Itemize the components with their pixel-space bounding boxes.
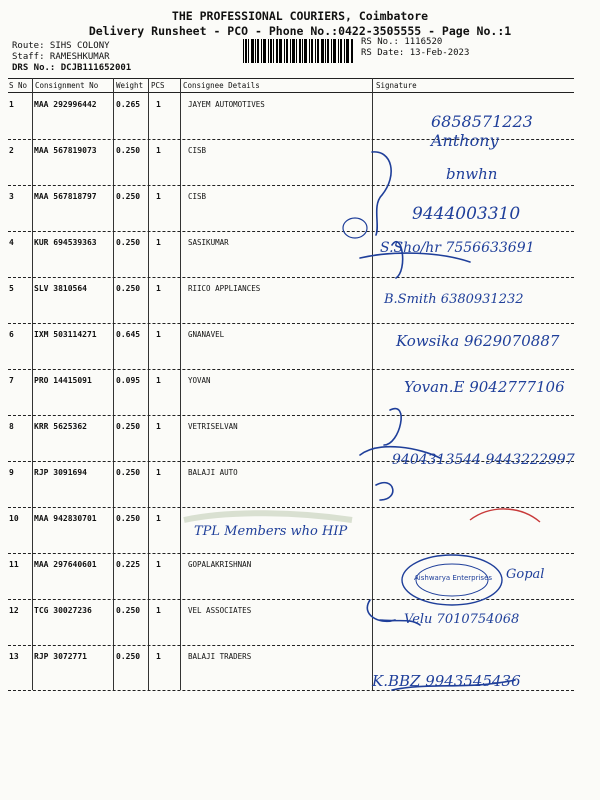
signature-7: Yovan.E 9042777106	[404, 378, 565, 396]
row-sno: 3	[9, 192, 14, 201]
row-sno: 2	[9, 146, 14, 155]
row-weight: 0.095	[116, 376, 141, 385]
row-sno: 11	[9, 560, 19, 569]
signature-1: 6858571223 Anthony	[431, 112, 533, 150]
col-header-pcs: PCS	[151, 81, 165, 90]
row-sno: 1	[9, 100, 14, 109]
document-title: THE PROFESSIONAL COURIERS, Coimbatore	[171, 9, 429, 23]
row-consignee: CISB	[188, 192, 207, 201]
signature-13: K.BBZ 9943545436	[372, 672, 521, 690]
col-header-signature: Signature	[376, 81, 417, 90]
row-pcs: 1	[156, 146, 161, 155]
row-divider	[8, 231, 574, 232]
row-weight: 0.250	[116, 284, 141, 293]
row-weight: 0.250	[116, 514, 141, 523]
row-pcs: 1	[156, 468, 161, 477]
row-consignee: BALAJI TRADERS	[188, 652, 252, 661]
row-divider	[8, 415, 574, 416]
row-sno: 13	[9, 652, 19, 661]
row-weight: 0.250	[116, 422, 141, 431]
document-subtitle: Delivery Runsheet - PCO - Phone No.:0422-3505555 - Page No.:1	[88, 24, 512, 38]
row-sno: 12	[9, 606, 19, 615]
row-pcs: 1	[156, 330, 161, 339]
row-divider	[8, 645, 574, 646]
row-divider	[8, 185, 574, 186]
signature-9: 9404313544 9443222997	[392, 452, 575, 468]
row-weight: 0.265	[116, 100, 141, 109]
row-weight: 0.250	[116, 146, 141, 155]
row-consignee: GNANAVEL	[188, 330, 225, 339]
row-consignee: SASIKUMAR	[188, 238, 229, 247]
row-sno: 7	[9, 376, 14, 385]
row-consignment: MAA 567818797	[34, 192, 97, 201]
row-divider	[8, 277, 574, 278]
row-pcs: 1	[156, 376, 161, 385]
row-pcs: 1	[156, 238, 161, 247]
row-sno: 6	[9, 330, 14, 339]
company-stamp: Aishwarya Enterprises	[414, 574, 493, 582]
row-divider	[8, 553, 574, 554]
row-weight: 0.225	[116, 560, 141, 569]
row-weight: 0.645	[116, 330, 141, 339]
row-consignee: VEL ASSOCIATES	[188, 606, 252, 615]
row-divider	[8, 369, 574, 370]
col-header-sno: S No	[9, 81, 28, 90]
row-sno: 9	[9, 468, 14, 477]
row-weight: 0.250	[116, 238, 141, 247]
row-weight: 0.250	[116, 652, 141, 661]
route-label: Route: SIHS COLONY	[12, 41, 110, 51]
rs-date: RS Date: 13-Feb-2023	[361, 48, 470, 58]
staff-label: Staff: RAMESHKUMAR	[12, 52, 110, 62]
row-sno: 5	[9, 284, 14, 293]
signature-3: 9444003310	[412, 204, 521, 224]
row-divider	[8, 599, 574, 600]
row-consignment: PRO 14415091	[34, 376, 92, 385]
signature-4: S.Sho/hr 7556633691	[380, 240, 535, 256]
row-pcs: 1	[156, 100, 161, 109]
signature-6: Kowsika 9629070887	[396, 332, 560, 350]
row-consignment: MAA 297640601	[34, 560, 97, 569]
row-divider	[8, 690, 574, 691]
row-consignee: RIICO APPLIANCES	[188, 284, 261, 293]
row-consignee: JAYEM AUTOMOTIVES	[188, 100, 265, 109]
row-consignment: MAA 292996442	[34, 100, 97, 109]
row-sno: 8	[9, 422, 14, 431]
row-pcs: 1	[156, 514, 161, 523]
row-pcs: 1	[156, 606, 161, 615]
header-bottom-rule	[8, 92, 574, 93]
row-pcs: 1	[156, 422, 161, 431]
drs-number: DRS No.: DCJB111652001	[12, 63, 132, 73]
row-consignee: CISB	[188, 146, 207, 155]
row-consignment: MAA 942830701	[34, 514, 97, 523]
row-consignment: IXM 503114271	[34, 330, 97, 339]
row-weight: 0.250	[116, 192, 141, 201]
row-pcs: 1	[156, 284, 161, 293]
row-consignee: YOVAN	[188, 376, 211, 385]
row-pcs: 1	[156, 560, 161, 569]
signature-12: Velu 7010754068	[404, 612, 520, 627]
signature-10: TPL Members who HIP	[194, 524, 348, 539]
rs-number: RS No.: 1116520	[361, 37, 443, 47]
row-consignment: KUR 694539363	[34, 238, 97, 247]
row-weight: 0.250	[116, 468, 141, 477]
row-pcs: 1	[156, 652, 161, 661]
row-consignment: RJP 3072771	[34, 652, 87, 661]
row-sno: 10	[9, 514, 19, 523]
row-consignment: MAA 567819073	[34, 146, 97, 155]
barcode-icon	[241, 38, 355, 64]
row-divider	[8, 507, 574, 508]
signature-5: B.Smith 6380931232	[384, 292, 524, 307]
signature-2: bnwhn	[446, 165, 498, 183]
col-header-consignment: Consignment No	[35, 81, 99, 90]
row-consignment: RJP 3091694	[34, 468, 87, 477]
col-header-weight: Weight	[116, 81, 144, 90]
row-consignment: SLV 3810564	[34, 284, 87, 293]
row-consignment: KRR 5625362	[34, 422, 87, 431]
row-pcs: 1	[156, 192, 161, 201]
row-sno: 4	[9, 238, 14, 247]
row-consignment: TCG 30027236	[34, 606, 92, 615]
col-header-consignee: Consignee Details	[183, 81, 260, 90]
signature-11: Gopal	[506, 567, 545, 582]
row-weight: 0.250	[116, 606, 141, 615]
row-divider	[8, 323, 574, 324]
row-consignee: VETRISELVAN	[188, 422, 238, 431]
row-consignee: BALAJI AUTO	[188, 468, 238, 477]
row-consignee: GOPALAKRISHNAN	[188, 560, 252, 569]
header-top-rule	[8, 78, 574, 79]
